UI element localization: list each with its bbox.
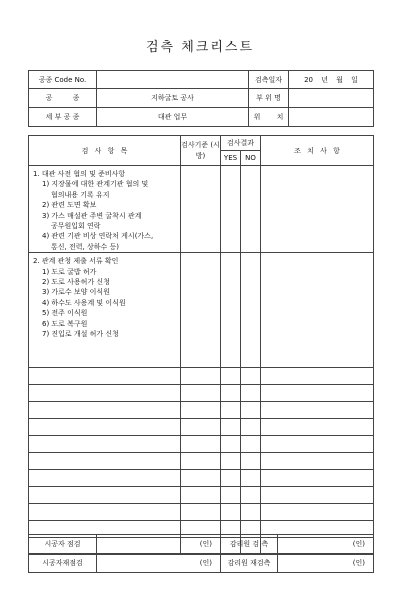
yes-cell[interactable] <box>221 368 241 385</box>
section-1-item: 4) 관련 기관 비상 연락처 게시(가스, <box>42 232 154 241</box>
standard-cell[interactable] <box>181 368 221 385</box>
date-value[interactable]: 20 년 월 일 <box>289 71 374 89</box>
header-no: NO <box>241 151 261 166</box>
item-cell[interactable] <box>29 368 181 385</box>
section-2-item: 6) 도로 복구원 <box>42 319 88 328</box>
item-cell[interactable] <box>29 470 181 487</box>
action-cell[interactable] <box>261 166 374 253</box>
section-2-item: 7) 진입로 개설 허가 신청 <box>42 330 119 339</box>
checklist-table <box>28 135 374 555</box>
action-cell[interactable] <box>261 504 374 521</box>
item-cell[interactable] <box>29 385 181 402</box>
detail-work-label: 세 부 공 종 <box>29 108 97 127</box>
work-type-value[interactable]: 지하굴토 공사 <box>97 89 249 108</box>
supervisor-inspection-label: 감리원 검 측 <box>221 535 278 554</box>
signoff-table <box>28 534 374 573</box>
section-2-item: 4) 하수도 사용계 및 이식원 <box>42 298 126 307</box>
work-type-label: 공 종 <box>29 89 97 108</box>
no-cell[interactable] <box>241 436 261 453</box>
yes-cell[interactable] <box>221 166 241 253</box>
yes-cell[interactable] <box>221 487 241 504</box>
contractor-recheck-label: 시공자재점검 <box>29 554 97 573</box>
standard-cell[interactable] <box>181 402 221 419</box>
standard-cell[interactable] <box>181 166 221 253</box>
yes-cell[interactable] <box>221 253 241 368</box>
action-cell[interactable] <box>261 385 374 402</box>
action-cell[interactable] <box>261 419 374 436</box>
action-cell[interactable] <box>261 368 374 385</box>
yes-cell[interactable] <box>221 419 241 436</box>
section-2-item: 5) 전주 이식원 <box>42 309 88 318</box>
action-cell[interactable] <box>261 487 374 504</box>
action-cell[interactable] <box>261 436 374 453</box>
no-cell[interactable] <box>241 368 261 385</box>
code-label: 공종 Code No. <box>29 71 97 89</box>
header-yes: YES <box>221 151 241 166</box>
section-1-item: 통신, 전력, 상하수 등) <box>51 242 119 251</box>
supervisor-reinspection-label: 감리원 재검측 <box>221 554 278 573</box>
standard-cell[interactable] <box>181 253 221 368</box>
action-cell[interactable] <box>261 402 374 419</box>
standard-cell[interactable] <box>181 453 221 470</box>
no-cell[interactable] <box>241 487 261 504</box>
standard-cell[interactable] <box>181 487 221 504</box>
action-cell[interactable] <box>261 470 374 487</box>
yes-cell[interactable] <box>221 504 241 521</box>
item-cell[interactable] <box>29 504 181 521</box>
section-1-item: 3) 가스 매설관 주변 굴착시 관계 <box>42 211 142 220</box>
section-1-cell <box>29 166 181 253</box>
item-cell[interactable] <box>29 436 181 453</box>
section-2-item: 2) 도로 사용허가 신청 <box>42 278 110 287</box>
supervisor-seal[interactable]: (인) <box>278 535 374 554</box>
header-standard: 검사기준 (시방) <box>181 136 221 166</box>
yes-cell[interactable] <box>221 470 241 487</box>
contractor-recheck-seal[interactable]: (인) <box>97 554 221 573</box>
contractor-check-label: 시공자 점검 <box>29 535 97 554</box>
no-cell[interactable] <box>241 385 261 402</box>
standard-cell[interactable] <box>181 470 221 487</box>
location-label: 위 치 <box>249 108 289 127</box>
no-cell[interactable] <box>241 253 261 368</box>
section-1-item: 협의내용 기록 유지 <box>51 190 110 199</box>
yes-cell[interactable] <box>221 402 241 419</box>
section-2-item: 1) 도로 굴밥 허가 <box>42 267 97 276</box>
code-value[interactable] <box>97 71 249 89</box>
part-name-label: 부 위 명 <box>249 89 289 108</box>
no-cell[interactable] <box>241 166 261 253</box>
section-1-item: 1) 지장물에 대한 관계기관 협의 및 <box>42 180 149 189</box>
standard-cell[interactable] <box>181 436 221 453</box>
standard-cell[interactable] <box>181 504 221 521</box>
date-label: 검측일자 <box>249 71 289 89</box>
section-2-item: 3) 가로수 보양 이식원 <box>42 288 110 297</box>
no-cell[interactable] <box>241 504 261 521</box>
contractor-seal[interactable]: (인) <box>97 535 221 554</box>
item-cell[interactable] <box>29 419 181 436</box>
supervisor-reinspection-seal[interactable]: (인) <box>278 554 374 573</box>
item-cell[interactable] <box>29 402 181 419</box>
header-item: 검 사 항 목 <box>29 136 181 166</box>
standard-cell[interactable] <box>181 385 221 402</box>
section-1-title: 1. 대관 사전 협의 및 준비사항 <box>33 170 126 178</box>
action-cell[interactable] <box>261 253 374 368</box>
item-cell[interactable] <box>29 487 181 504</box>
header-result: 검사결과 <box>221 136 261 151</box>
page-title: 검측 체크리스트 <box>145 40 255 55</box>
standard-cell[interactable] <box>181 419 221 436</box>
yes-cell[interactable] <box>221 436 241 453</box>
no-cell[interactable] <box>241 453 261 470</box>
blank-rows <box>29 368 374 555</box>
no-cell[interactable] <box>241 470 261 487</box>
yes-cell[interactable] <box>221 453 241 470</box>
part-name-value[interactable] <box>289 89 374 108</box>
action-cell[interactable] <box>261 453 374 470</box>
section-2-cell <box>29 253 181 368</box>
no-cell[interactable] <box>241 402 261 419</box>
section-1-item: 공무원입회 연락 <box>51 222 101 231</box>
location-value[interactable] <box>289 108 374 127</box>
detail-work-value[interactable]: 대관 업무 <box>97 108 249 127</box>
info-table <box>28 70 374 127</box>
header-action: 조 치 사 항 <box>261 136 374 166</box>
item-cell[interactable] <box>29 453 181 470</box>
yes-cell[interactable] <box>221 385 241 402</box>
section-2-title: 2. 관계 관청 제출 서류 확인 <box>33 257 119 266</box>
section-1-item: 2) 관련 도면 확보 <box>42 201 97 210</box>
no-cell[interactable] <box>241 419 261 436</box>
